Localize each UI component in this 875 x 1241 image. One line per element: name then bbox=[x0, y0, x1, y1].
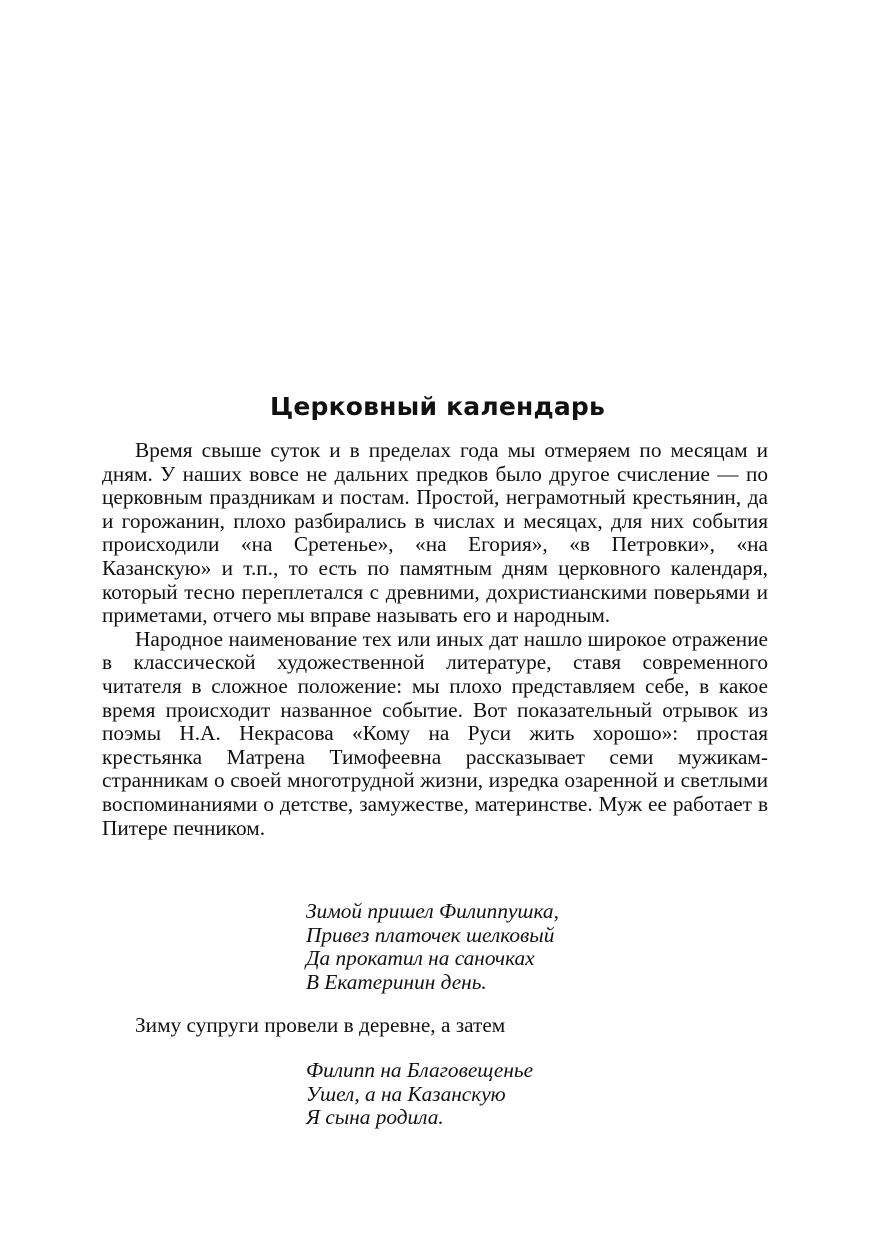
paragraph-1: Время свыше суток и в пределах года мы отмеряем по месяцам и дням. У наших вовсе не дальних предков было другое счисление — по церковным праздникам и постам. Простой, неграмотный крестьянин, да и горожанин, плохо разбирались в числах и месяцах, для них события происходили «на Сретенье», «на Егория», «в Петровки», «на Казанскую» и т.п., то есть по памятным дням церковного календаря, который тесно переплетался с древними, дохристианскими поверьями и приметами, отчего мы вправе называть его и народным. bbox=[102, 438, 768, 628]
verse-line: Я сына родила. bbox=[306, 1105, 444, 1130]
verse-quote-2 bbox=[306, 1059, 746, 1130]
verse-line: Привез платочек шелковый bbox=[306, 922, 555, 947]
verse-line: В Екатеринин день. bbox=[306, 969, 487, 994]
verse-line: Да прокатил на саночках bbox=[306, 946, 535, 971]
verse-line: Филипп на Благовещенье bbox=[306, 1058, 534, 1082]
body-text bbox=[102, 439, 768, 840]
chapter-title: Церковный календарь bbox=[269, 392, 606, 421]
verse-line: Ушел, а на Казанскую bbox=[306, 1081, 506, 1106]
connecting-sentence: Зиму супруги провели в деревне, а затем bbox=[135, 1013, 506, 1037]
verse-quote-1 bbox=[306, 900, 746, 994]
paragraph-2: Народное наименование тех или иных дат нашло широкое отражение в классической художественной литературе, ставя современного читателя в сложное положение: мы плохо представляем себе, в какое время происходит названное событие. Вот показательный отрывок из поэмы Н.А. Некрасова «Кому на Руси жить хорошо»: простая крестьянка Матрена Тимофеевна рассказывает семи мужикам-странникам о своей многотрудной жизни, изредка озаренной и светлыми воспоминаниями о детстве, замужестве, материнстве. Муж ее работает в Питере печником. bbox=[102, 626, 768, 840]
verse-line: Зимой пришел Филиппушка, bbox=[306, 899, 559, 923]
